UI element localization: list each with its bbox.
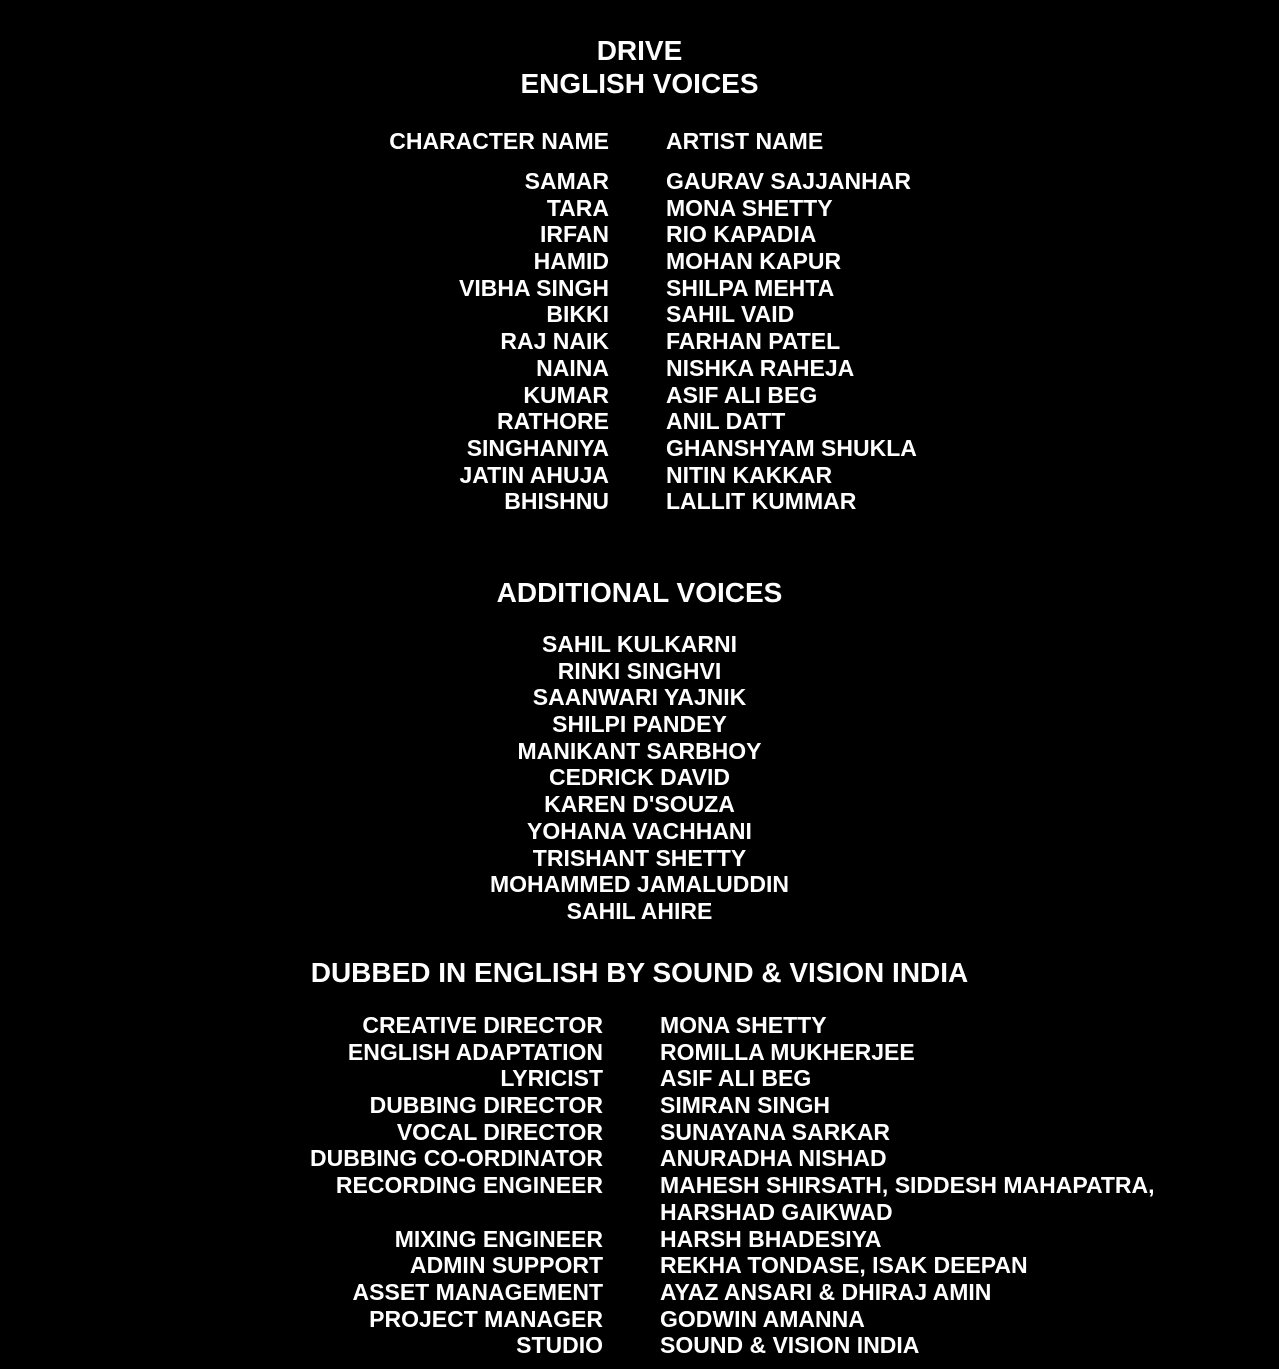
cast-row: [0, 355, 1279, 382]
crew-role: LYRICIST: [500, 1065, 603, 1092]
cast-row: [0, 221, 1279, 248]
artist-name: NISHKA RAHEJA: [666, 354, 855, 381]
crew-row: [0, 1172, 1279, 1199]
cast-row: [0, 275, 1279, 302]
artist-name: GHANSHYAM SHUKLA: [666, 434, 917, 461]
artist-name: ANIL DATT: [666, 408, 786, 435]
artist-name-header: ARTIST NAME: [666, 128, 824, 154]
artist-name: SHILPA MEHTA: [666, 274, 835, 301]
crew-name: ASIF ALI BEG: [660, 1065, 812, 1092]
crew-role: DUBBING CO-ORDINATOR: [309, 1145, 603, 1172]
crew-role: PROJECT MANAGER: [369, 1305, 603, 1332]
crew-row: [0, 1252, 1279, 1279]
additional-voices-list: [0, 631, 1279, 925]
crew-row: [0, 1065, 1279, 1092]
crew-row: [0, 1226, 1279, 1253]
list-item: TRISHANT SHETTY: [532, 844, 747, 871]
character-name: KUMAR: [523, 381, 609, 408]
artist-name: FARHAN PATEL: [666, 328, 841, 355]
artist-name: MOHAN KAPUR: [666, 248, 842, 275]
crew-name: SIMRAN SINGH: [660, 1092, 830, 1119]
artist-name: NITIN KAKKAR: [666, 461, 833, 488]
artist-name: SAHIL VAID: [666, 301, 795, 328]
list-item: SAHIL KULKARNI: [541, 631, 738, 657]
cast-row: [0, 382, 1279, 409]
crew-name: REKHA TONDASE, ISAK DEEPAN: [660, 1252, 1028, 1279]
list-item: SAANWARI YAJNIK: [532, 684, 747, 711]
character-name: SAMAR: [524, 168, 609, 194]
cast-row: [0, 435, 1279, 462]
artist-name: ASIF ALI BEG: [666, 381, 818, 408]
crew-role: RECORDING ENGINEER: [335, 1172, 603, 1199]
cast-row: [0, 168, 1279, 195]
crew-role: MIXING ENGINEER: [394, 1225, 603, 1252]
list-item: KAREN D'SOUZA: [544, 791, 735, 818]
character-name: BHISHNU: [504, 488, 609, 515]
artist-name: RIO KAPADIA: [666, 221, 817, 248]
character-name: RATHORE: [496, 408, 609, 435]
film-title: DRIVE: [596, 35, 683, 66]
character-name: SINGHANIYA: [466, 434, 609, 461]
crew-row: [0, 1306, 1279, 1333]
cast-row: [0, 408, 1279, 435]
crew-role: CREATIVE DIRECTOR: [362, 1012, 603, 1038]
cast-list: [0, 168, 1279, 515]
cast-column-headers: [0, 128, 1279, 158]
additional-voices-heading: ADDITIONAL VOICES: [496, 577, 783, 608]
crew-name: SUNAYANA SARKAR: [660, 1118, 891, 1145]
crew-role: STUDIO: [516, 1332, 603, 1359]
list-item: MOHAMMED JAMALUDDIN: [490, 871, 789, 898]
crew-name: MAHESH SHIRSATH, SIDDESH MAHAPATRA,: [660, 1172, 1155, 1199]
cast-row: [0, 195, 1279, 222]
crew-row: [0, 1145, 1279, 1172]
character-name: HAMID: [533, 248, 609, 275]
artist-name: LALLIT KUMMAR: [666, 488, 857, 515]
crew-row: [0, 1092, 1279, 1119]
cast-row: [0, 301, 1279, 328]
crew-row: [0, 1279, 1279, 1306]
character-name: NAINA: [536, 354, 609, 381]
crew-name: MONA SHETTY: [660, 1012, 827, 1038]
crew-list: [0, 1012, 1279, 1359]
character-name: TARA: [546, 194, 609, 221]
crew-role: VOCAL DIRECTOR: [396, 1118, 603, 1145]
crew-name: HARSHAD GAIKWAD: [660, 1198, 893, 1225]
crew-name: ANURADHA NISHAD: [660, 1145, 887, 1172]
character-name: IRFAN: [540, 221, 609, 248]
character-name: VIBHA SINGH: [459, 274, 609, 301]
list-item: YOHANA VACHHANI: [527, 817, 752, 844]
character-name: BIKKI: [546, 301, 609, 328]
crew-name: HARSH BHADESIYA: [660, 1225, 882, 1252]
list-item: MANIKANT SARBHOY: [517, 737, 762, 764]
list-item: SHILPI PANDEY: [552, 711, 727, 738]
list-item: RINKI SINGHVI: [557, 657, 722, 684]
dubbed-by-heading: DUBBED IN ENGLISH BY SOUND & VISION INDIA: [310, 957, 969, 988]
crew-row: [0, 1119, 1279, 1146]
crew-name: ROMILLA MUKHERJEE: [660, 1038, 915, 1065]
credits-title: [0, 34, 1279, 100]
character-name: JATIN AHUJA: [459, 461, 609, 488]
crew-row: [0, 1332, 1279, 1359]
crew-row: [0, 1039, 1279, 1066]
crew-role: DUBBING DIRECTOR: [369, 1092, 603, 1119]
crew-role: ADMIN SUPPORT: [410, 1252, 603, 1279]
crew-name: SOUND & VISION INDIA: [660, 1332, 920, 1359]
list-item: SAHIL AHIRE: [566, 897, 713, 924]
artist-name: MONA SHETTY: [666, 194, 833, 221]
cast-row: [0, 248, 1279, 275]
crew-row: [0, 1199, 1279, 1226]
crew-role: ENGLISH ADAPTATION: [347, 1038, 603, 1065]
cast-row: [0, 462, 1279, 489]
character-name-header: CHARACTER NAME: [389, 128, 609, 154]
cast-row: [0, 488, 1279, 515]
cast-row: [0, 328, 1279, 355]
crew-name: GODWIN AMANNA: [660, 1305, 865, 1332]
crew-name: AYAZ ANSARI & DHIRAJ AMIN: [660, 1278, 992, 1305]
artist-name: GAURAV SAJJANHAR: [666, 168, 911, 194]
section-title-english-voices: ENGLISH VOICES: [520, 68, 759, 99]
character-name: RAJ NAIK: [500, 328, 609, 355]
crew-row: [0, 1012, 1279, 1039]
crew-role: ASSET MANAGEMENT: [352, 1278, 603, 1305]
list-item: CEDRICK DAVID: [548, 764, 731, 791]
